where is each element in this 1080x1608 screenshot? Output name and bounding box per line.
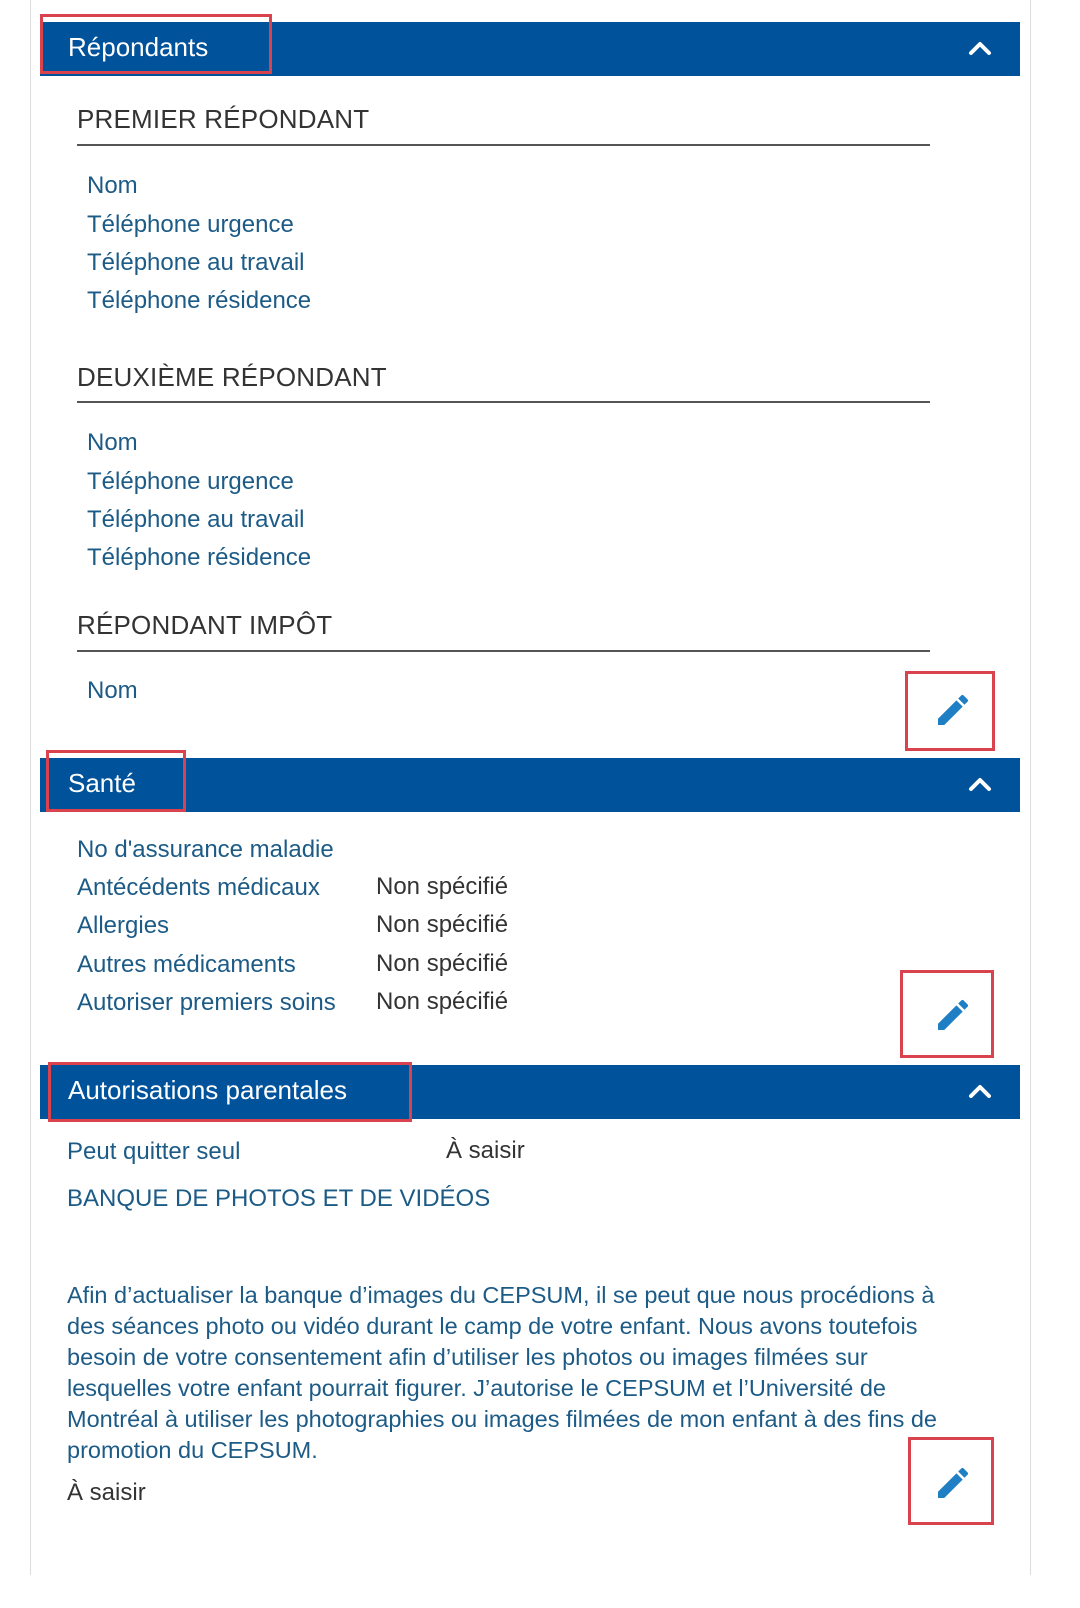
- premier-telephone-travail-label: Téléphone au travail: [87, 249, 305, 276]
- chevron-up-icon[interactable]: [966, 771, 994, 799]
- premier-telephone-residence-label: Téléphone résidence: [87, 287, 312, 314]
- panel-right-border: [1030, 0, 1031, 1575]
- banque-photos-heading: BANQUE DE PHOTOS ET DE VIDÉOS: [67, 1185, 491, 1212]
- chevron-up-icon[interactable]: [966, 35, 994, 63]
- repondants-header[interactable]: [40, 22, 1020, 76]
- deuxieme-repondant-divider: [77, 401, 930, 403]
- sante-autres-medicaments-label: Autres médicaments: [77, 951, 296, 978]
- premier-repondant-divider: [77, 144, 930, 146]
- deuxieme-telephone-residence-label: Téléphone résidence: [87, 544, 312, 571]
- sante-autres-medicaments-value: Non spécifié: [376, 950, 509, 977]
- sante-allergies-label: Allergies: [77, 912, 170, 939]
- sante-edit-pencil-icon[interactable]: [933, 995, 973, 1035]
- deuxieme-repondant-heading: DEUXIÈME RÉPONDANT: [77, 362, 387, 392]
- sante-antecedents-value: Non spécifié: [376, 873, 509, 900]
- sante-allergies-value: Non spécifié: [376, 911, 509, 938]
- premier-nom-label: Nom: [87, 172, 138, 199]
- panel-left-border: [30, 0, 31, 1575]
- photo-consent-value: À saisir: [67, 1479, 146, 1506]
- sante-premiers-soins-value: Non spécifié: [376, 988, 509, 1015]
- autorisations-header[interactable]: [40, 1065, 1020, 1119]
- deuxieme-telephone-travail-label: Téléphone au travail: [87, 506, 305, 533]
- deuxieme-telephone-urgence-label: Téléphone urgence: [87, 468, 294, 495]
- deuxieme-nom-label: Nom: [87, 429, 138, 456]
- sante-title: Santé: [68, 768, 136, 798]
- premier-telephone-urgence-label: Téléphone urgence: [87, 211, 294, 238]
- photo-consent-paragraph: Afin d’actualiser la banque d’images du CEPSUM, il se peut que nous procédions à des séances photo ou vidéo durant le camp de votre enfant. Nous avons toutefois besoin de votre consentement afin d’utiliser les photos ou images filmées sur lesquelles votre enfant pourrait figurer. J’autorise le CEPSUM et l’Université de Montréal à utiliser les photographies ou images filmées de mon enfant à des fins de promotion du CEPSUM.: [67, 1282, 937, 1463]
- chevron-up-icon[interactable]: [966, 1078, 994, 1106]
- sante-assurance-maladie-label: No d'assurance maladie: [77, 836, 334, 863]
- premier-repondant-heading: PREMIER RÉPONDANT: [77, 104, 370, 134]
- sante-antecedents-label: Antécédents médicaux: [77, 874, 320, 901]
- autorisations-edit-pencil-icon[interactable]: [933, 1463, 973, 1503]
- repondants-title: Répondants: [68, 32, 209, 62]
- sante-header[interactable]: [40, 758, 1020, 812]
- autorisations-title: Autorisations parentales: [68, 1075, 347, 1105]
- sante-premiers-soins-label: Autoriser premiers soins: [77, 989, 336, 1016]
- repondant-impot-divider: [77, 650, 930, 652]
- repondant-impot-heading: RÉPONDANT IMPÔT: [77, 610, 333, 640]
- impot-nom-label: Nom: [87, 677, 138, 704]
- peut-quitter-seul-label: Peut quitter seul: [67, 1138, 241, 1165]
- peut-quitter-seul-value: À saisir: [446, 1137, 525, 1164]
- repondants-edit-pencil-icon[interactable]: [933, 690, 973, 730]
